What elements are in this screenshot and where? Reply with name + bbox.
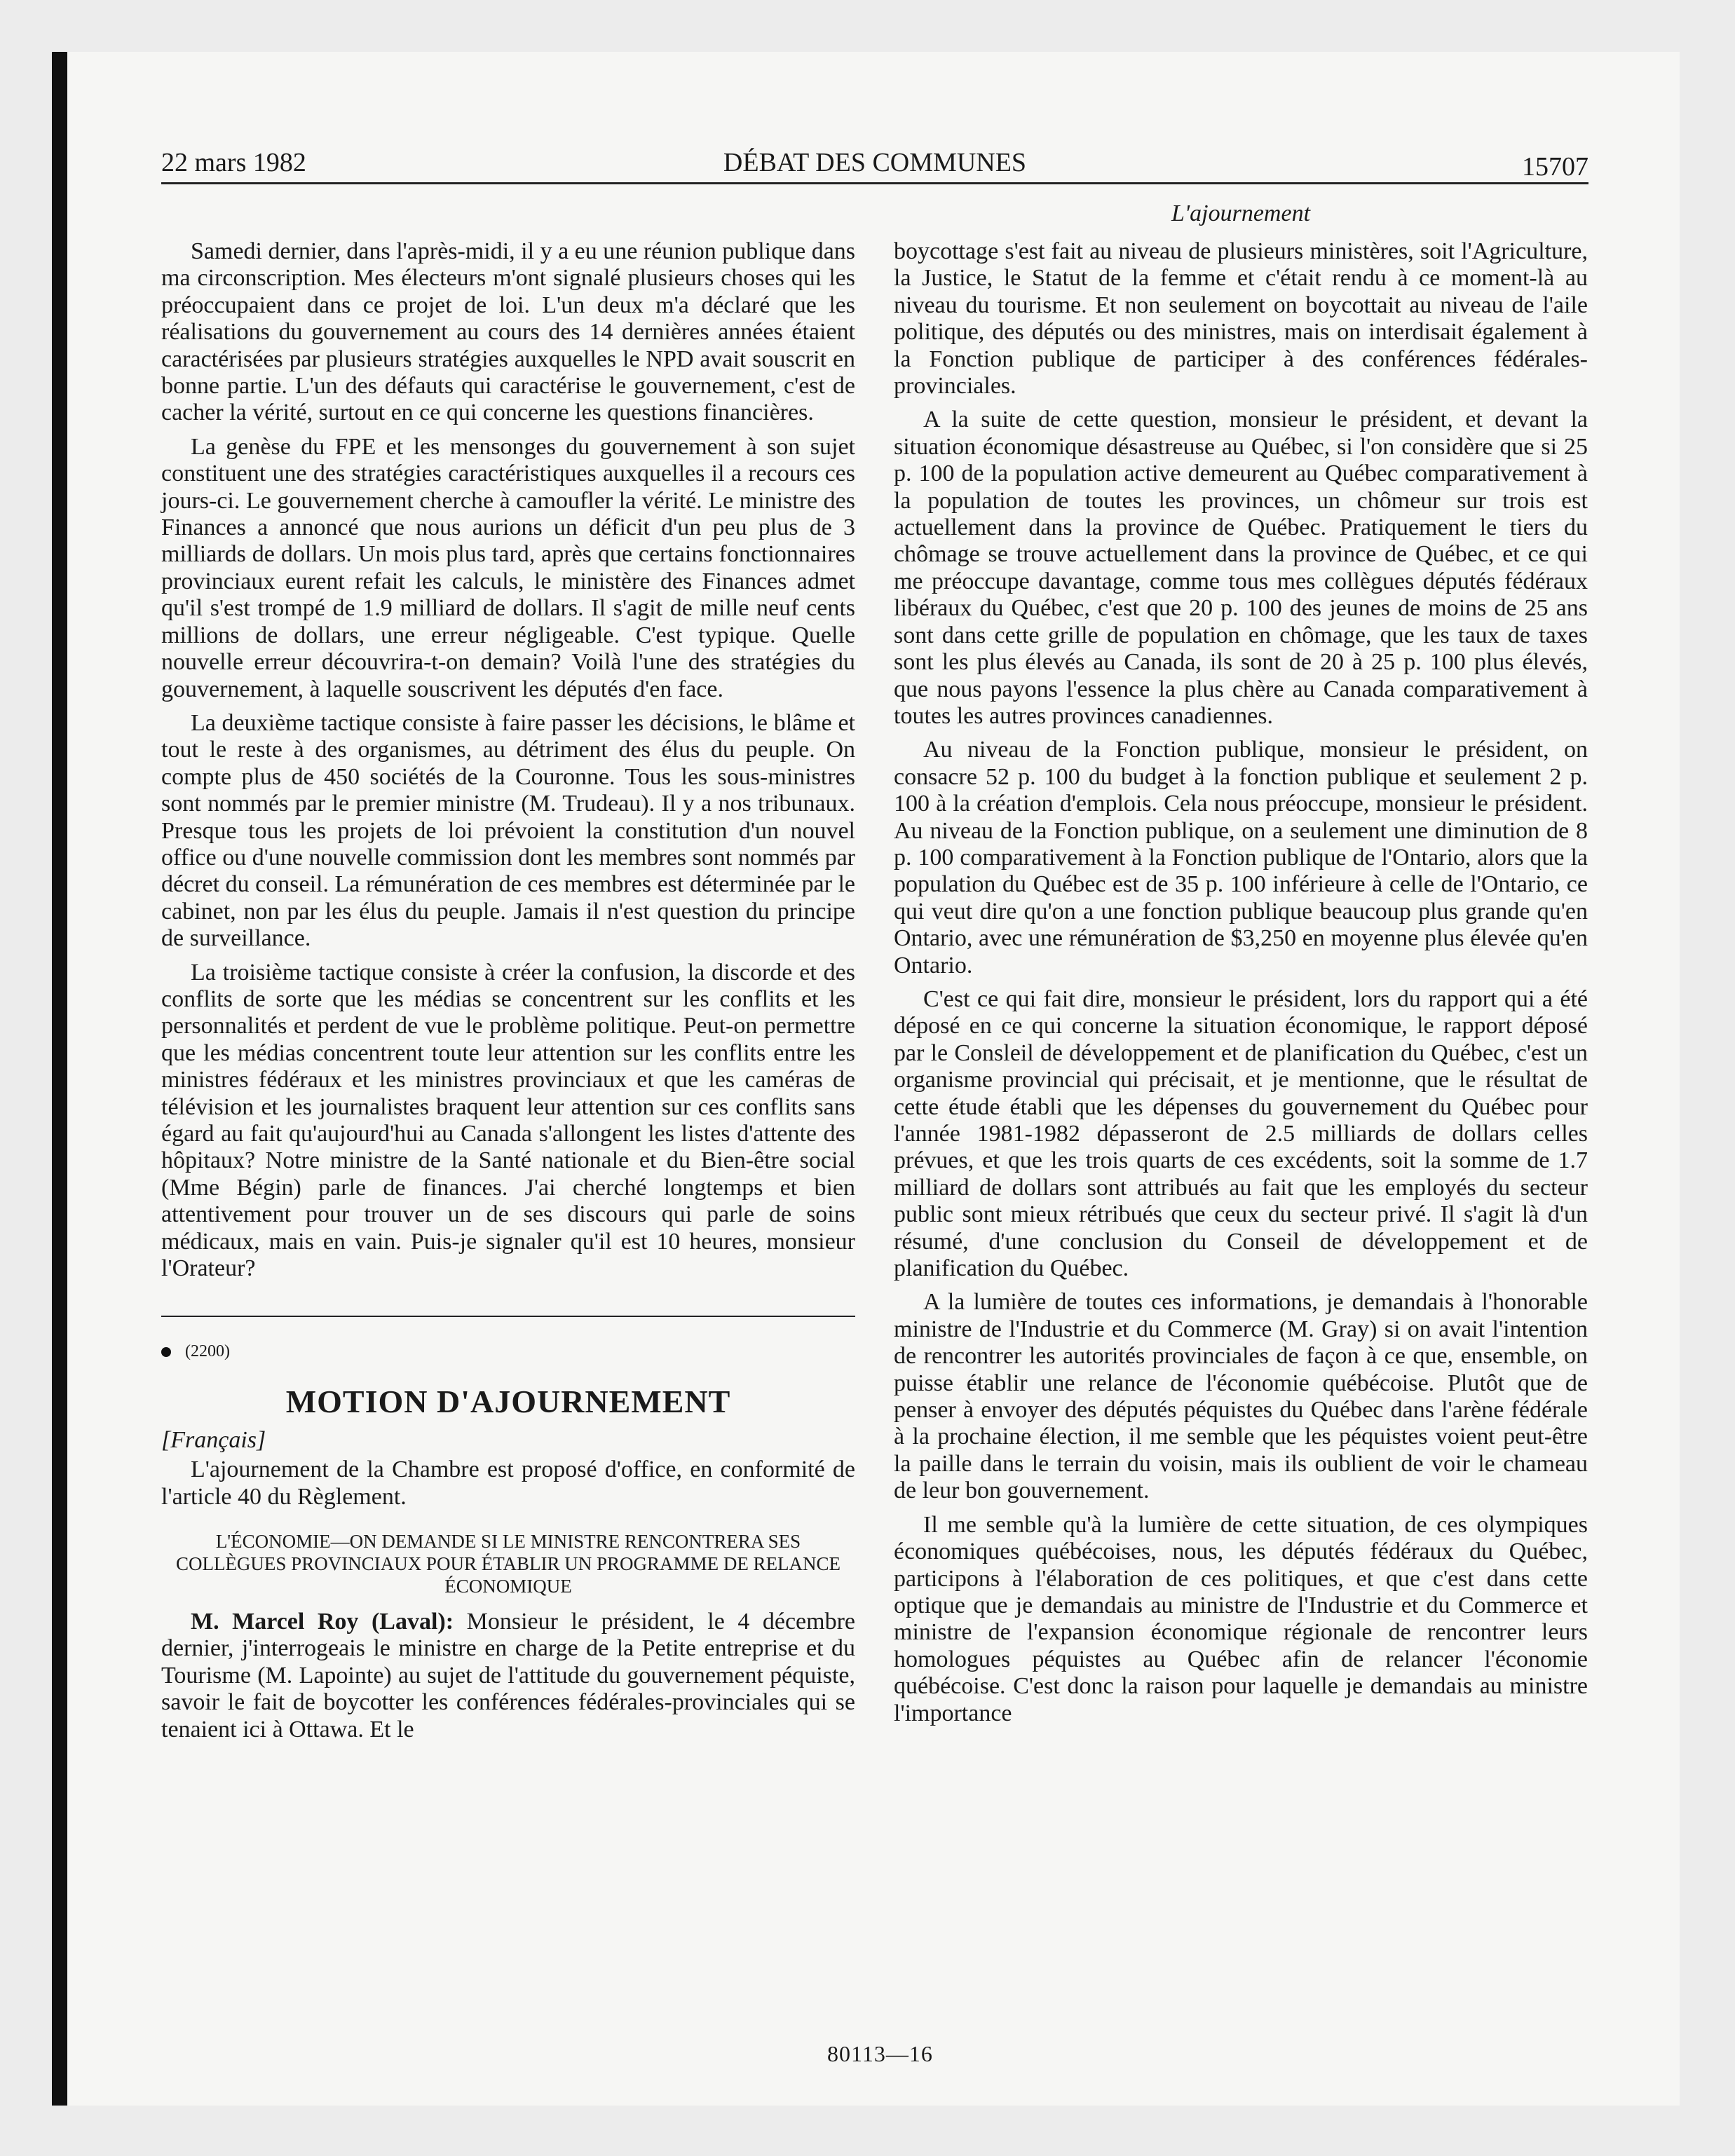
left-column	[161, 238, 855, 1780]
paragraph: A la lumière de toutes ces informations, je demandais à l'honorable ministre de l'Industrie et du Commerce (M. Gray) si on avait l'intention de rencontrer les autorités provinciales de façon à ce que, ensemble, on puisse établir une relance de l'économie québécoise. Plutôt que de penser à envoyer des députés péquistes du Québec dans l'arène fédérale à la prochaine élection, il me semble que les péquistes voient peut-être la paille dans le terrain du voisin, mais ils oublient de voir le chameau de leur bon gouvernement.	[894, 1289, 1588, 1504]
speech-paragraph	[161, 1609, 855, 1743]
paragraph: Samedi dernier, dans l'après-midi, il y a eu une réunion publique dans ma circonscription. Mes électeurs m'ont signalé plusieurs choses qui les préoccupaient dans ce projet de loi. L'un deux m'a déclaré que les réalisations du gouvernement au cours des 14 dernières années étaient caractérisées par plusieurs stratégies auxquelles le NPD avait souscrit en bonne partie. L'un des défauts qui caractérise le gouvernement, c'est de cacher la vérité, surtout en ce qui concerne les questions financières.	[161, 238, 856, 426]
speaker-name: M. Marcel Roy (Laval):	[191, 1609, 454, 1635]
scan-border	[52, 52, 67, 2106]
page-header	[161, 144, 1588, 181]
timestamp-text: (2200)	[185, 1342, 230, 1361]
page-footer: 80113—16	[827, 2041, 933, 2066]
paragraph: Il me semble qu'à la lumière de cette situation, de ces olympiques économiques québécoises, nous, les députés fédéraux du Québec, participons à l'élaboration de ces politiques, et que c'est dans cette optique que je demandais au ministre de l'Industrie et du Commerce et ministre de l'expansion économique régionale de rencontrer leurs homologues péquistes au Québec afin de relancer l'économie québécoise. C'est donc la raison pour laquelle je demandais au ministre l'importance	[894, 1511, 1588, 1726]
paragraph: La troisième tactique consiste à créer la confusion, la discorde et des conflits de sorte que les médias se concentrent sur les conflits et les personnalités et perdent de vue le problème politique. Peut-on permettre que les médias concentrent toute leur attention sur les conflits entre les ministres fédéraux et les ministres provinciaux et que les caméras de télévision et les journalistes braquent leur attention sur ces conflits sans égard au fait qu'aujourd'hui au Canada s'allongent les listes d'attente des hôpitaux? Notre ministre de la Santé nationale et du Bien-être social (Mme Bégin) parle de finances. J'ai cherché longtemps et bien attentivement pour trouver un de ses discours qui parle de soins médicaux, mais en vain. Puis-je signaler qu'il est 10 heures, monsieur l'Orateur?	[161, 959, 855, 1282]
motion-text: L'ajournement de la Chambre est proposé d'office, en conformité de l'article 40 du Règlement.	[161, 1456, 855, 1510]
paragraph: boycottage s'est fait au niveau de plusieurs ministères, soit l'Agriculture, la Justice, le Statut de la femme et c'était rendu à ce moment-là au niveau du tourisme. Et non seulement on boycottait au niveau de l'aile politique, des députés ou des ministres, mais on interdisait également à la Fonction publique de participer à des conférences fédérales-provinciales.	[894, 238, 1588, 400]
topic-subheading: L'ÉCONOMIE—ON DEMANDE SI LE MINISTRE RENCONTRERA SES COLLÈGUES PROVINCIAUX POUR ÉTABLIR UN PROGRAMME DE RELANCE ÉCONOMIQUE	[175, 1531, 841, 1597]
right-column	[894, 238, 1588, 2005]
paragraph: La deuxième tactique consiste à faire passer les décisions, le blâme et tout le reste à des organismes, au détriment des élus du peuple. On compte plus de 450 sociétés de la Couronne. Tous les sous-ministres sont nommés par le premier ministre (M. Trudeau). Il y a nos tribunaux. Presque tous les projets de loi prévoient la constitution d'un nouvel office ou d'une nouvelle commission dont les membres sont nommés par décret du conseil. La rémunération de ces membres est déterminée par le cabinet, non par les élus du peuple. Jamais il n'est question du principe de surveillance.	[161, 709, 855, 952]
paragraph: A la suite de cette question, monsieur le président, et devant la situation économique désastreuse au Québec, si l'on considère que si 25 p. 100 de la population active demeurent au Québec comparativement à la population de toutes les provinces, un chômeur sur trois est actuellement dans la province de Québec. Pratiquement le tiers du chômage se trouve actuellement dans la province de Québec, et ce qui me préoccupe davantage, comme tous mes collègues députés fédéraux libéraux du Québec, c'est que 20 p. 100 des jeunes de moins de 25 ans sont dans cette grille de population en chômage, que les taux de taxes sont les plus élevés au Canada, ils sont de 20 à 25 p. 100 plus élevés, que nous payons l'essence la plus chère au Canada comparativement à toutes les autres provinces canadiennes.	[894, 407, 1588, 729]
paragraph: La genèse du FPE et les mensonges du gouvernement à son sujet constituent une des stratégies caractéristiques auxquelles il a recours ces jours-ci. Le gouvernement cherche à camoufler la vérité. Le ministre des Finances a annoncé que nous aurions un déficit d'un peu plus de 3 milliards de dollars. Un mois plus tard, après que certains fonctionnaires provinciaux eurent refait les calculs, le ministère des Finances admet qu'il s'est trompé de 1.9 milliard de dollars. Il s'agit de mille neuf cents millions de dollars, une erreur négligeable. C'est typique. Quelle nouvelle erreur découvrira-t-on demain? Voilà l'une des stratégies du gouvernement, à laquelle souscrivent les députés d'en face.	[161, 433, 855, 702]
header-title: DÉBAT DES COMMUNES	[723, 148, 1027, 177]
paragraph: C'est ce qui fait dire, monsieur le président, lors du rapport qui a été déposé en ce qui concerne la situation économique, le rapport déposé par le Consleil de développement et de planification du Québec, c'est un organisme provincial qui précisait, et je mentionne, que le résultat de cette étude établi que les dépenses du gouvernement du Québec pour l'année 1981-1982 dépasseront de 2.5 milliards de dollars celles prévues, et que les trois quarts de ces excédents, soit la somme de 1.7 milliard de dollars sont attribués au fait que les employés du secteur public sont mieux rétribués que ceux du secteur privé. Il s'agit là d'un résumé, d'une conclusion du Conseil de développement et de planification du Québec.	[894, 985, 1588, 1282]
header-page-number: 15707	[1522, 152, 1588, 182]
paragraph: Au niveau de la Fonction publique, monsieur le président, on consacre 52 p. 100 du budget à la fonction publique et seulement 2 p. 100 à la création d'emplois. Cela nous préoccupe, monsieur le président. Au niveau de la Fonction publique, on a seulement une diminution de 8 p. 100 comparativement à la Fonction publique de l'Ontario, alors que la population du Québec est de 35 p. 100 inférieure à celle de l'Ontario, ce qui veut dire qu'on a une fonction publique beaucoup plus grande qu'en Ontario, avec une rémunération de $3,250 en moyenne plus élevée qu'en Ontario.	[894, 737, 1588, 978]
bullet-icon	[161, 1347, 171, 1357]
motion-heading: MOTION D'AJOURNEMENT	[285, 1383, 731, 1419]
language-note: [Français]	[161, 1426, 266, 1453]
speech-text: Monsieur le président, le 4 décembre dernier, j'interrogeais le ministre en charge de la Petite entreprise et du Tourisme (M. Lapointe) au sujet de l'attitude du gouvernement péquiste, savoir le fait de boycotter les conférences fédérales-provinciales qui se tenaient ici à Ottawa. Et le	[161, 1609, 856, 1742]
section-divider	[161, 1316, 855, 1317]
running-head: L'ajournement	[1171, 200, 1311, 226]
header-rule	[161, 182, 1588, 184]
timestamp	[161, 1338, 855, 1365]
header-date: 22 mars 1982	[161, 148, 306, 177]
